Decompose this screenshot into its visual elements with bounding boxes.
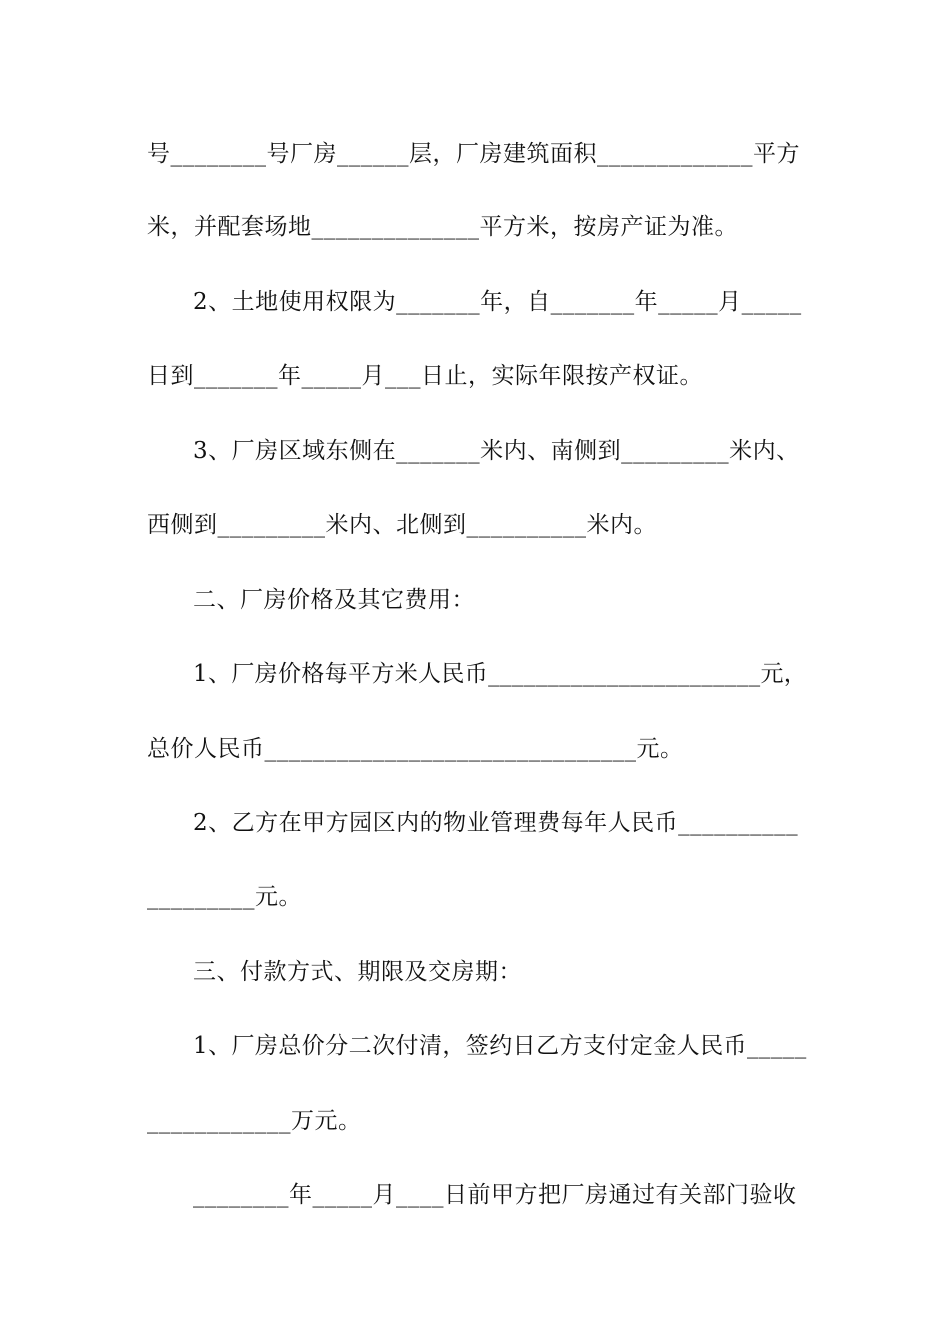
text-line-14: ____________万元。 xyxy=(147,1108,362,1134)
text-line-4: 日到_______年_____月___日止，实际年限按产权证。 xyxy=(147,363,703,389)
text-line-9: 总价人民币_______________________________元。 xyxy=(147,736,684,762)
text-line-3: 2、土地使用权限为_______年，自_______年_____月_____ xyxy=(193,289,802,315)
text-line-5: 3、厂房区域东侧在_______米内、南侧到_________米内、 xyxy=(193,438,800,464)
text-line-10: 2、乙方在甲方园区内的物业管理费每年人民币__________ xyxy=(193,810,799,836)
text-line-8: 1、厂房价格每平方米人民币_______________________元， xyxy=(193,661,808,687)
section-heading-2: 二、厂房价格及其它费用： xyxy=(193,587,475,613)
text-line-15: ________年_____月____日前甲方把厂房通过有关部门验收 xyxy=(193,1182,797,1208)
text-line-2: 米，并配套场地______________平方米，按房产证为准。 xyxy=(147,214,738,240)
section-heading-3: 三、付款方式、期限及交房期： xyxy=(193,959,522,985)
text-line-11: _________元。 xyxy=(147,884,302,910)
text-line-13: 1、厂房总价分二次付清，签约日乙方支付定金人民币_____ xyxy=(193,1033,807,1059)
text-line-6: 西侧到_________米内、北侧到__________米内。 xyxy=(147,512,657,538)
text-line-1: 号________号厂房______层，厂房建筑面积_____________平方 xyxy=(147,141,800,167)
